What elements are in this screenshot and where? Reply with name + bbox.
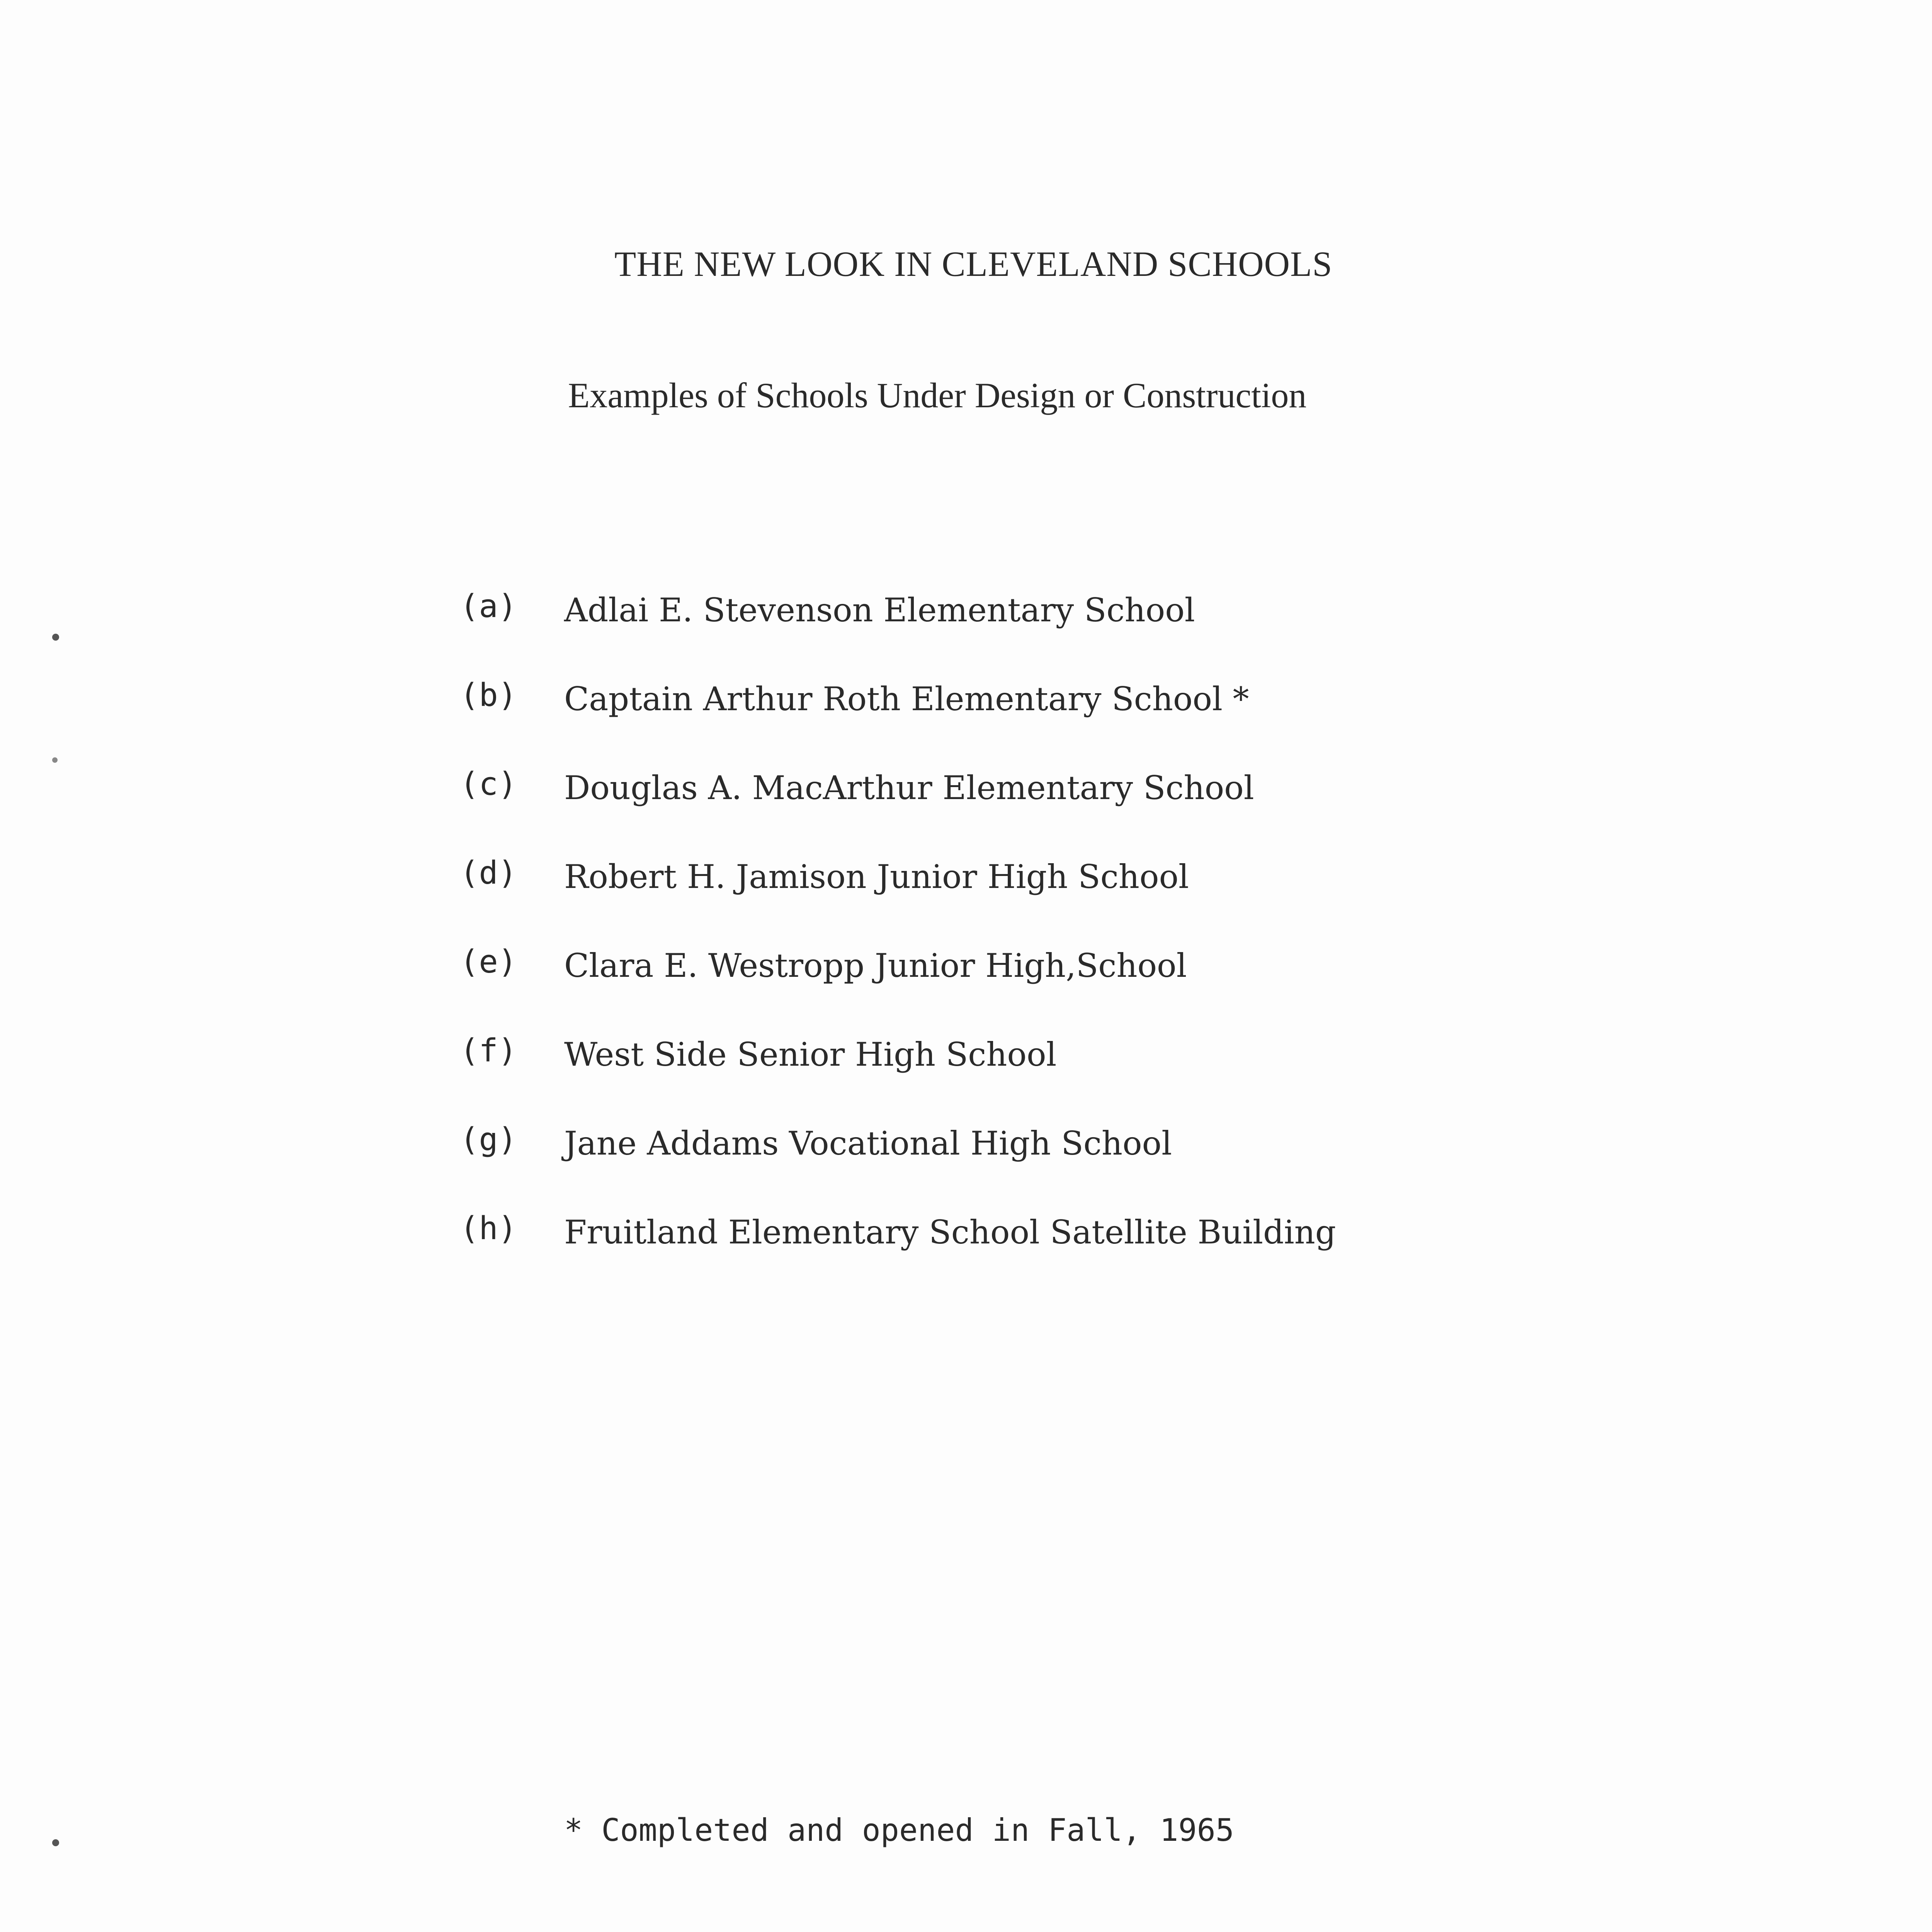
list-marker: (b): [460, 677, 517, 714]
school-name: Fruitland Elementary School Satellite Building: [564, 1213, 1336, 1251]
scan-speck: [52, 757, 58, 763]
list-item: [460, 677, 1542, 769]
school-list: [460, 588, 1542, 1302]
list-item: [460, 855, 1542, 947]
page-title: THE NEW LOOK IN CLEVELAND SCHOOLS: [614, 244, 1333, 284]
list-marker: (d): [460, 855, 517, 891]
page-subtitle: Examples of Schools Under Design or Construction: [568, 376, 1307, 415]
school-name: Robert H. Jamison Junior High School: [564, 858, 1189, 896]
list-item: [460, 944, 1542, 1036]
list-marker: (f): [460, 1032, 517, 1069]
list-marker: (a): [460, 588, 517, 625]
scan-speck: [52, 1839, 59, 1846]
scan-speck: [52, 634, 59, 641]
list-marker: (e): [460, 944, 517, 980]
list-marker: (c): [460, 766, 517, 803]
school-name: Jane Addams Vocational High School: [564, 1124, 1172, 1162]
school-name: Captain Arthur Roth Elementary School *: [564, 680, 1249, 718]
school-name: Clara E. Westropp Junior High,School: [564, 947, 1187, 985]
school-name: Douglas A. MacArthur Elementary School: [564, 769, 1254, 807]
footnote: * Completed and opened in Fall, 1965: [564, 1812, 1234, 1848]
list-item: [460, 1121, 1542, 1213]
list-marker: (h): [460, 1210, 517, 1247]
list-item: [460, 766, 1542, 858]
list-item: [460, 1210, 1542, 1302]
list-item: [460, 588, 1542, 680]
list-marker: (g): [460, 1121, 517, 1158]
school-name: West Side Senior High School: [564, 1036, 1057, 1073]
school-name: Adlai E. Stevenson Elementary School: [564, 591, 1195, 629]
list-item: [460, 1032, 1542, 1124]
